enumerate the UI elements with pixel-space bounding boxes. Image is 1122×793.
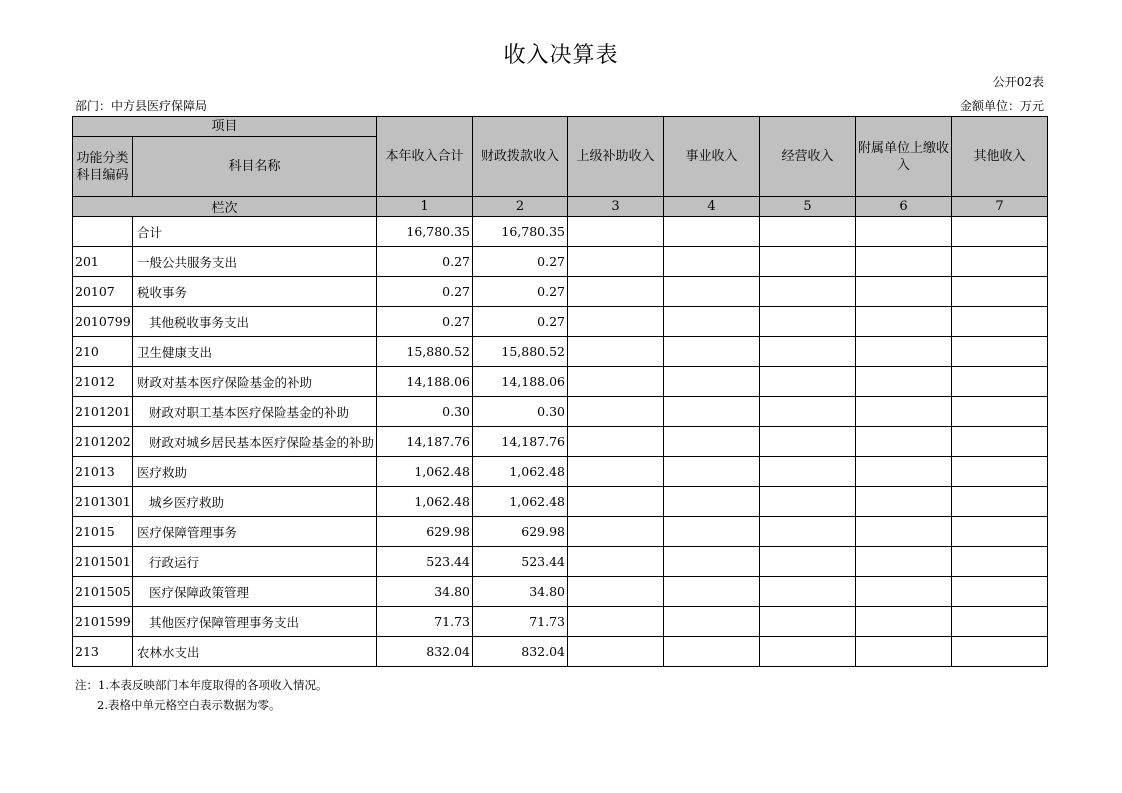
- fiscal-cell: 523.44: [473, 547, 568, 577]
- fiscal-cell: 1,062.48: [473, 487, 568, 517]
- table-row: [73, 307, 1048, 337]
- empty-cell: [568, 517, 664, 547]
- empty-cell: [568, 397, 664, 427]
- empty-cell: [568, 637, 664, 667]
- empty-cell: [856, 367, 952, 397]
- empty-cell: [760, 247, 856, 277]
- subject-name-cell: 财政对城乡居民基本医疗保险基金的补助: [133, 427, 377, 457]
- header-fiscal: 财政拨款收入: [473, 117, 568, 197]
- header-superior: 上级补助收入: [568, 117, 664, 197]
- total-cell: 0.27: [377, 307, 473, 337]
- total-cell: 1,062.48: [377, 457, 473, 487]
- empty-cell: [952, 517, 1048, 547]
- table-row: [73, 397, 1048, 427]
- total-cell: 71.73: [377, 607, 473, 637]
- empty-cell: [664, 247, 760, 277]
- total-cell: 0.27: [377, 247, 473, 277]
- fiscal-cell: 1,062.48: [473, 457, 568, 487]
- fiscal-cell: 14,187.76: [473, 427, 568, 457]
- total-cell: 1,062.48: [377, 487, 473, 517]
- subject-name-cell: 一般公共服务支出: [133, 247, 377, 277]
- total-cell: 34.80: [377, 577, 473, 607]
- fiscal-cell: 16,780.35: [473, 217, 568, 247]
- func-code-cell: 21015: [73, 517, 133, 547]
- empty-cell: [952, 607, 1048, 637]
- empty-cell: [952, 457, 1048, 487]
- func-code-cell: [73, 217, 133, 247]
- empty-cell: [856, 457, 952, 487]
- fiscal-cell: 0.30: [473, 397, 568, 427]
- subject-name-cell: 卫生健康支出: [133, 337, 377, 367]
- empty-cell: [952, 367, 1048, 397]
- func-code-cell: 201: [73, 247, 133, 277]
- empty-cell: [856, 607, 952, 637]
- func-code-cell: 2101202: [73, 427, 133, 457]
- empty-cell: [760, 337, 856, 367]
- func-code-cell: 21013: [73, 457, 133, 487]
- header-total: 本年收入合计: [377, 117, 473, 197]
- empty-cell: [856, 487, 952, 517]
- empty-cell: [664, 547, 760, 577]
- fiscal-cell: 34.80: [473, 577, 568, 607]
- header-subject-name: 科目名称: [133, 137, 377, 197]
- subject-name-cell: 其他医疗保障管理事务支出: [133, 607, 377, 637]
- table-row: [73, 337, 1048, 367]
- empty-cell: [760, 307, 856, 337]
- empty-cell: [952, 397, 1048, 427]
- subject-name-cell: 合计: [133, 217, 377, 247]
- column-number: 4: [664, 197, 760, 217]
- form-number: 公开02表: [992, 75, 1044, 89]
- total-cell: 0.27: [377, 277, 473, 307]
- empty-cell: [664, 607, 760, 637]
- fiscal-cell: 71.73: [473, 607, 568, 637]
- empty-cell: [760, 487, 856, 517]
- subject-name-cell: 财政对基本医疗保险基金的补助: [133, 367, 377, 397]
- empty-cell: [952, 577, 1048, 607]
- empty-cell: [856, 397, 952, 427]
- empty-cell: [664, 367, 760, 397]
- note-2: 2.表格中单元格空白表示数据为零。: [97, 698, 281, 712]
- subject-name-cell: 行政运行: [133, 547, 377, 577]
- empty-cell: [568, 487, 664, 517]
- subject-name-cell: 城乡医疗救助: [133, 487, 377, 517]
- total-cell: 14,188.06: [377, 367, 473, 397]
- fiscal-cell: 832.04: [473, 637, 568, 667]
- table-row: [73, 607, 1048, 637]
- empty-cell: [568, 307, 664, 337]
- empty-cell: [664, 277, 760, 307]
- fiscal-cell: 15,880.52: [473, 337, 568, 367]
- table-row: [73, 637, 1048, 667]
- empty-cell: [568, 277, 664, 307]
- header-func-code: 功能分类科目编码: [73, 137, 133, 197]
- empty-cell: [664, 487, 760, 517]
- fiscal-cell: 629.98: [473, 517, 568, 547]
- fiscal-cell: 0.27: [473, 307, 568, 337]
- empty-cell: [856, 217, 952, 247]
- column-number: 6: [856, 197, 952, 217]
- empty-cell: [952, 487, 1048, 517]
- department-label: 部门：中方县医疗保障局: [75, 99, 208, 113]
- notes: [75, 675, 327, 715]
- subject-name-cell: 财政对职工基本医疗保险基金的补助: [133, 397, 377, 427]
- func-code-cell: 213: [73, 637, 133, 667]
- empty-cell: [568, 577, 664, 607]
- empty-cell: [664, 337, 760, 367]
- empty-cell: [568, 547, 664, 577]
- empty-cell: [568, 457, 664, 487]
- empty-cell: [568, 367, 664, 397]
- column-number: 3: [568, 197, 664, 217]
- func-code-cell: 21012: [73, 367, 133, 397]
- empty-cell: [856, 277, 952, 307]
- empty-cell: [760, 637, 856, 667]
- func-code-cell: 2101505: [73, 577, 133, 607]
- total-cell: 523.44: [377, 547, 473, 577]
- empty-cell: [760, 277, 856, 307]
- page-title: 收入决算表: [503, 43, 619, 68]
- empty-cell: [664, 397, 760, 427]
- table-row: [73, 217, 1048, 247]
- subject-name-cell: 税收事务: [133, 277, 377, 307]
- empty-cell: [568, 607, 664, 637]
- empty-cell: [952, 547, 1048, 577]
- total-cell: 14,187.76: [377, 427, 473, 457]
- empty-cell: [856, 427, 952, 457]
- empty-cell: [760, 457, 856, 487]
- note-1: 注：1.本表反映部门本年度取得的各项收入情况。: [75, 678, 328, 692]
- empty-cell: [856, 307, 952, 337]
- empty-cell: [664, 427, 760, 457]
- total-cell: 15,880.52: [377, 337, 473, 367]
- column-number-row: [73, 197, 1048, 217]
- empty-cell: [952, 307, 1048, 337]
- empty-cell: [952, 247, 1048, 277]
- empty-cell: [952, 217, 1048, 247]
- income-table: [72, 116, 1048, 667]
- func-code-cell: 2101501: [73, 547, 133, 577]
- column-number: 5: [760, 197, 856, 217]
- empty-cell: [856, 337, 952, 367]
- func-code-cell: 2010799: [73, 307, 133, 337]
- table-row: [73, 367, 1048, 397]
- table-row: [73, 427, 1048, 457]
- empty-cell: [856, 577, 952, 607]
- empty-cell: [760, 217, 856, 247]
- empty-cell: [568, 337, 664, 367]
- empty-cell: [760, 547, 856, 577]
- empty-cell: [952, 337, 1048, 367]
- table-row: [73, 457, 1048, 487]
- header-affiliated: 附属单位上缴收入: [856, 117, 952, 197]
- empty-cell: [568, 217, 664, 247]
- subject-name-cell: 农林水支出: [133, 637, 377, 667]
- empty-cell: [856, 637, 952, 667]
- func-code-cell: 2101301: [73, 487, 133, 517]
- header-operating: 经营收入: [760, 117, 856, 197]
- empty-cell: [952, 427, 1048, 457]
- total-cell: 629.98: [377, 517, 473, 547]
- empty-cell: [760, 427, 856, 457]
- func-code-cell: 20107: [73, 277, 133, 307]
- empty-cell: [664, 517, 760, 547]
- table-row: [73, 517, 1048, 547]
- empty-cell: [760, 577, 856, 607]
- fiscal-cell: 0.27: [473, 247, 568, 277]
- empty-cell: [568, 427, 664, 457]
- empty-cell: [664, 217, 760, 247]
- func-code-cell: 2101201: [73, 397, 133, 427]
- empty-cell: [760, 607, 856, 637]
- empty-cell: [760, 397, 856, 427]
- header-project: 项目: [73, 117, 377, 137]
- table-row: [73, 547, 1048, 577]
- total-cell: 0.30: [377, 397, 473, 427]
- column-label: 栏次: [73, 197, 377, 217]
- table-row: [73, 247, 1048, 277]
- empty-cell: [568, 247, 664, 277]
- column-number: 1: [377, 197, 473, 217]
- column-number: 7: [952, 197, 1048, 217]
- table-row: [73, 277, 1048, 307]
- header-row: [73, 117, 1048, 137]
- subject-name-cell: 医疗保障管理事务: [133, 517, 377, 547]
- empty-cell: [760, 367, 856, 397]
- empty-cell: [664, 307, 760, 337]
- table-row: [73, 487, 1048, 517]
- empty-cell: [952, 637, 1048, 667]
- func-code-cell: 210: [73, 337, 133, 367]
- fiscal-cell: 14,188.06: [473, 367, 568, 397]
- column-number: 2: [473, 197, 568, 217]
- subject-name-cell: 医疗救助: [133, 457, 377, 487]
- empty-cell: [856, 547, 952, 577]
- empty-cell: [952, 277, 1048, 307]
- header-other: 其他收入: [952, 117, 1048, 197]
- table-row: [73, 577, 1048, 607]
- func-code-cell: 2101599: [73, 607, 133, 637]
- fiscal-cell: 0.27: [473, 277, 568, 307]
- empty-cell: [856, 517, 952, 547]
- empty-cell: [856, 247, 952, 277]
- empty-cell: [664, 577, 760, 607]
- empty-cell: [760, 517, 856, 547]
- subject-name-cell: 医疗保障政策管理: [133, 577, 377, 607]
- header-business: 事业收入: [664, 117, 760, 197]
- amount-unit-label: 金额单位：万元: [959, 99, 1044, 113]
- total-cell: 16,780.35: [377, 217, 473, 247]
- empty-cell: [664, 637, 760, 667]
- empty-cell: [664, 457, 760, 487]
- total-cell: 832.04: [377, 637, 473, 667]
- subject-name-cell: 其他税收事务支出: [133, 307, 377, 337]
